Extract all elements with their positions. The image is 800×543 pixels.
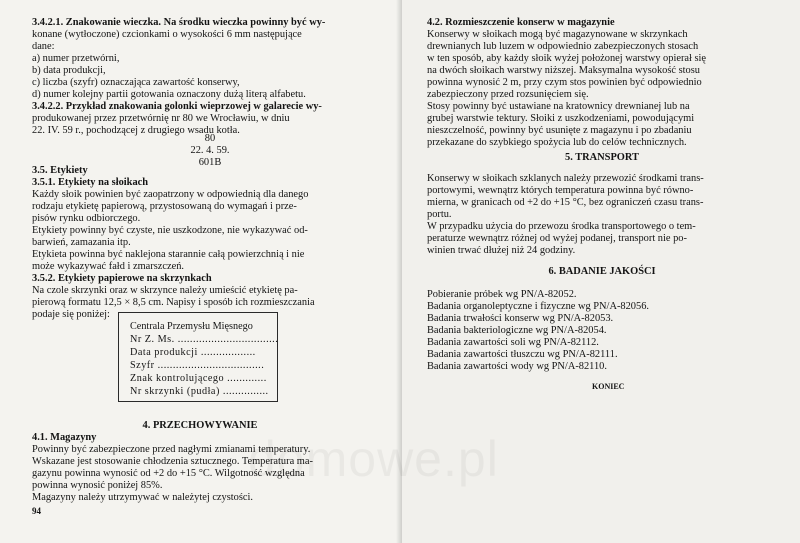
body-line: Konserwy w słoikach szklanych należy przewozić środkami trans- xyxy=(427,173,704,184)
body-line: pisów rynku odbiorczego. xyxy=(32,213,141,224)
body-line: drewnianych lub luzem w odpowiednio zabezpieczonych stosach xyxy=(427,41,699,52)
list-item: Badania zawartości tłuszczu wg PN/A-82111. xyxy=(427,349,618,360)
label-line: Data produkcji .................. xyxy=(130,347,256,358)
body-line: zabezpieczony przed rozsunięciem się. xyxy=(427,89,589,100)
subsection-heading: 3.5.1. Etykiety na słoikach xyxy=(32,177,149,188)
label-line: Nr Z. Ms. ................................. xyxy=(130,334,279,345)
body-line: dane: xyxy=(32,41,55,52)
body-line: w ten sposób, aby każdy słoik wyżej położonej warstwy opierał się xyxy=(427,53,707,64)
watermark xyxy=(248,430,499,488)
body-line: powinna wynosić poniżej 85%. xyxy=(32,480,163,491)
body-line: Etykiety powinny być czyste, nie uszkodzone, nie wykazywać od- xyxy=(32,225,308,236)
body-line: Powinny być zabezpieczone przed nagłymi zmianami temperatury. xyxy=(32,444,311,455)
body-line: pierową formatu 12,5 × 8,5 cm. Napisy i sposób ich rozmieszczania xyxy=(32,297,315,308)
body-line: portu. xyxy=(427,209,452,220)
body-line: Na czole skrzynki oraz w skrzynce należy umieścić etykietę pa- xyxy=(32,285,298,296)
section-heading: 4. PRZECHOWYWANIE xyxy=(142,420,258,431)
list-item: a) numer przetwórni, xyxy=(32,53,120,64)
body-line: Każdy słoik powinien być zaopatrzony w odpowiednią dla danego xyxy=(32,189,309,200)
list-item: Badania zawartości soli wg PN/A-82112. xyxy=(427,337,599,348)
section-3-4-2-1-line: 3.4.2.1. Znakowanie wieczka. Na środku wieczka powinny być wy- xyxy=(32,17,326,28)
subsection-heading: 4.2. Rozmieszczenie konserw w magazynie xyxy=(427,17,615,28)
body-line: może wykazywać fałd i zmarszczeń. xyxy=(32,261,185,272)
label-line: Znak kontrolującego ............. xyxy=(130,373,267,384)
end-marker: KONIEC xyxy=(592,382,625,391)
body-line: przekazane do szybkiego spożycia lub do celów technicznych. xyxy=(427,137,687,148)
section-heading: 5. TRANSPORT xyxy=(565,152,639,163)
label-line: Centrala Przemysłu Mięsnego xyxy=(130,321,253,332)
example-code-line: 22. 4. 59. xyxy=(190,145,230,156)
body-line: Etykieta powinna być naklejona starannie całą powierzchnią i nie xyxy=(32,249,305,260)
list-item: c) liczba (szyfr) oznaczająca zawartość konserwy, xyxy=(32,77,240,88)
subsection-heading: 3.5.2. Etykiety papierowe na skrzynkach xyxy=(32,273,212,284)
body-line: konane (wytłoczone) czcionkami o wysokości 6 mm następujące xyxy=(32,29,302,40)
body-line: nieszczelność, powinny być usunięte z magazynu i po zbadaniu xyxy=(427,125,692,136)
label-line: Nr skrzynki (pudła) ............... xyxy=(130,386,269,397)
body-line: powinna wynosić 2 m, przy czym stos powinien być odpowiednio xyxy=(427,77,702,88)
example-code-line: 601B xyxy=(198,157,222,168)
body-line: winien trwać dłużej niż 24 godziny. xyxy=(427,245,576,256)
list-item: Pobieranie próbek wg PN/A-82052. xyxy=(427,289,577,300)
crate-label-sample xyxy=(118,312,278,402)
body-line: Stosy powinny być ustawiane na kratownicy drewnianej lub na xyxy=(427,101,690,112)
body-line: 22. IV. 59 r., pochodzącej z drugiego wsadu kotła. xyxy=(32,125,240,136)
page-number: 94 xyxy=(32,506,41,516)
body-line: W przypadku użycia do przewozu środka transportowego o tem- xyxy=(427,221,696,232)
body-line: mierna, w granicach od +2 do +15 °C, bez ograniczeń czasu trans- xyxy=(427,197,704,208)
body-line: Konserwy w słoikach mogą być magazynowane w skrzynkach xyxy=(427,29,688,40)
body-line: peraturze wewnątrz różnej od wyżej podanej, transport nie po- xyxy=(427,233,687,244)
subsection-heading: 4.1. Magazyny xyxy=(32,432,97,443)
body-line: podaje się poniżej: xyxy=(32,309,110,320)
body-line: na dwóch słoikach warstwy niższej. Maksymalna wysokość stosu xyxy=(427,65,700,76)
body-line: Magazyny należy utrzymywać w należytej czystości. xyxy=(32,492,253,503)
body-line: produkowanej przez przetwórnię nr 80 we Wrocławiu, w dniu xyxy=(32,113,290,124)
list-item: Badania bakteriologiczne wg PN/A-82054. xyxy=(427,325,607,336)
list-item: Badania trwałości konserw wg PN/A-82053. xyxy=(427,313,614,324)
body-line: rodzaju etykietę papierową, przystosowaną do wymagań i prze- xyxy=(32,201,297,212)
section-heading: 3.5. Etykiety xyxy=(32,165,88,176)
body-line: Wskazane jest stosowanie chłodzenia sztucznego. Temperatura ma- xyxy=(32,456,313,467)
label-line: Szyfr ................................... xyxy=(130,360,265,371)
body-line: portowymi, wewnątrz których temperatura powinna być równo- xyxy=(427,185,694,196)
body-line: gazynu powinna wynosić od +2 do +15 °C. Wilgotność względna xyxy=(32,468,305,479)
list-item: d) numer kolejny partii gotowania oznaczony dużą literą alfabetu. xyxy=(32,89,306,100)
list-item: Badania organoleptyczne i fizyczne wg PN/A-82056. xyxy=(427,301,649,312)
list-item: Badania zawartości wody wg PN/A-82110. xyxy=(427,361,607,372)
section-heading: 6. BADANIE JAKOŚCI xyxy=(548,266,656,277)
example-code-line: 80 xyxy=(204,133,216,144)
body-line: barwień, zamazania itp. xyxy=(32,237,131,248)
list-item: b) data produkcji, xyxy=(32,65,106,76)
section-3-4-2-2-line: 3.4.2.2. Przykład znakowania golonki wieprzowej w galarecie wy- xyxy=(32,101,322,112)
body-line: grubej warstwie tektury. Słoiki z uszkodzeniami, powodującymi xyxy=(427,113,695,124)
